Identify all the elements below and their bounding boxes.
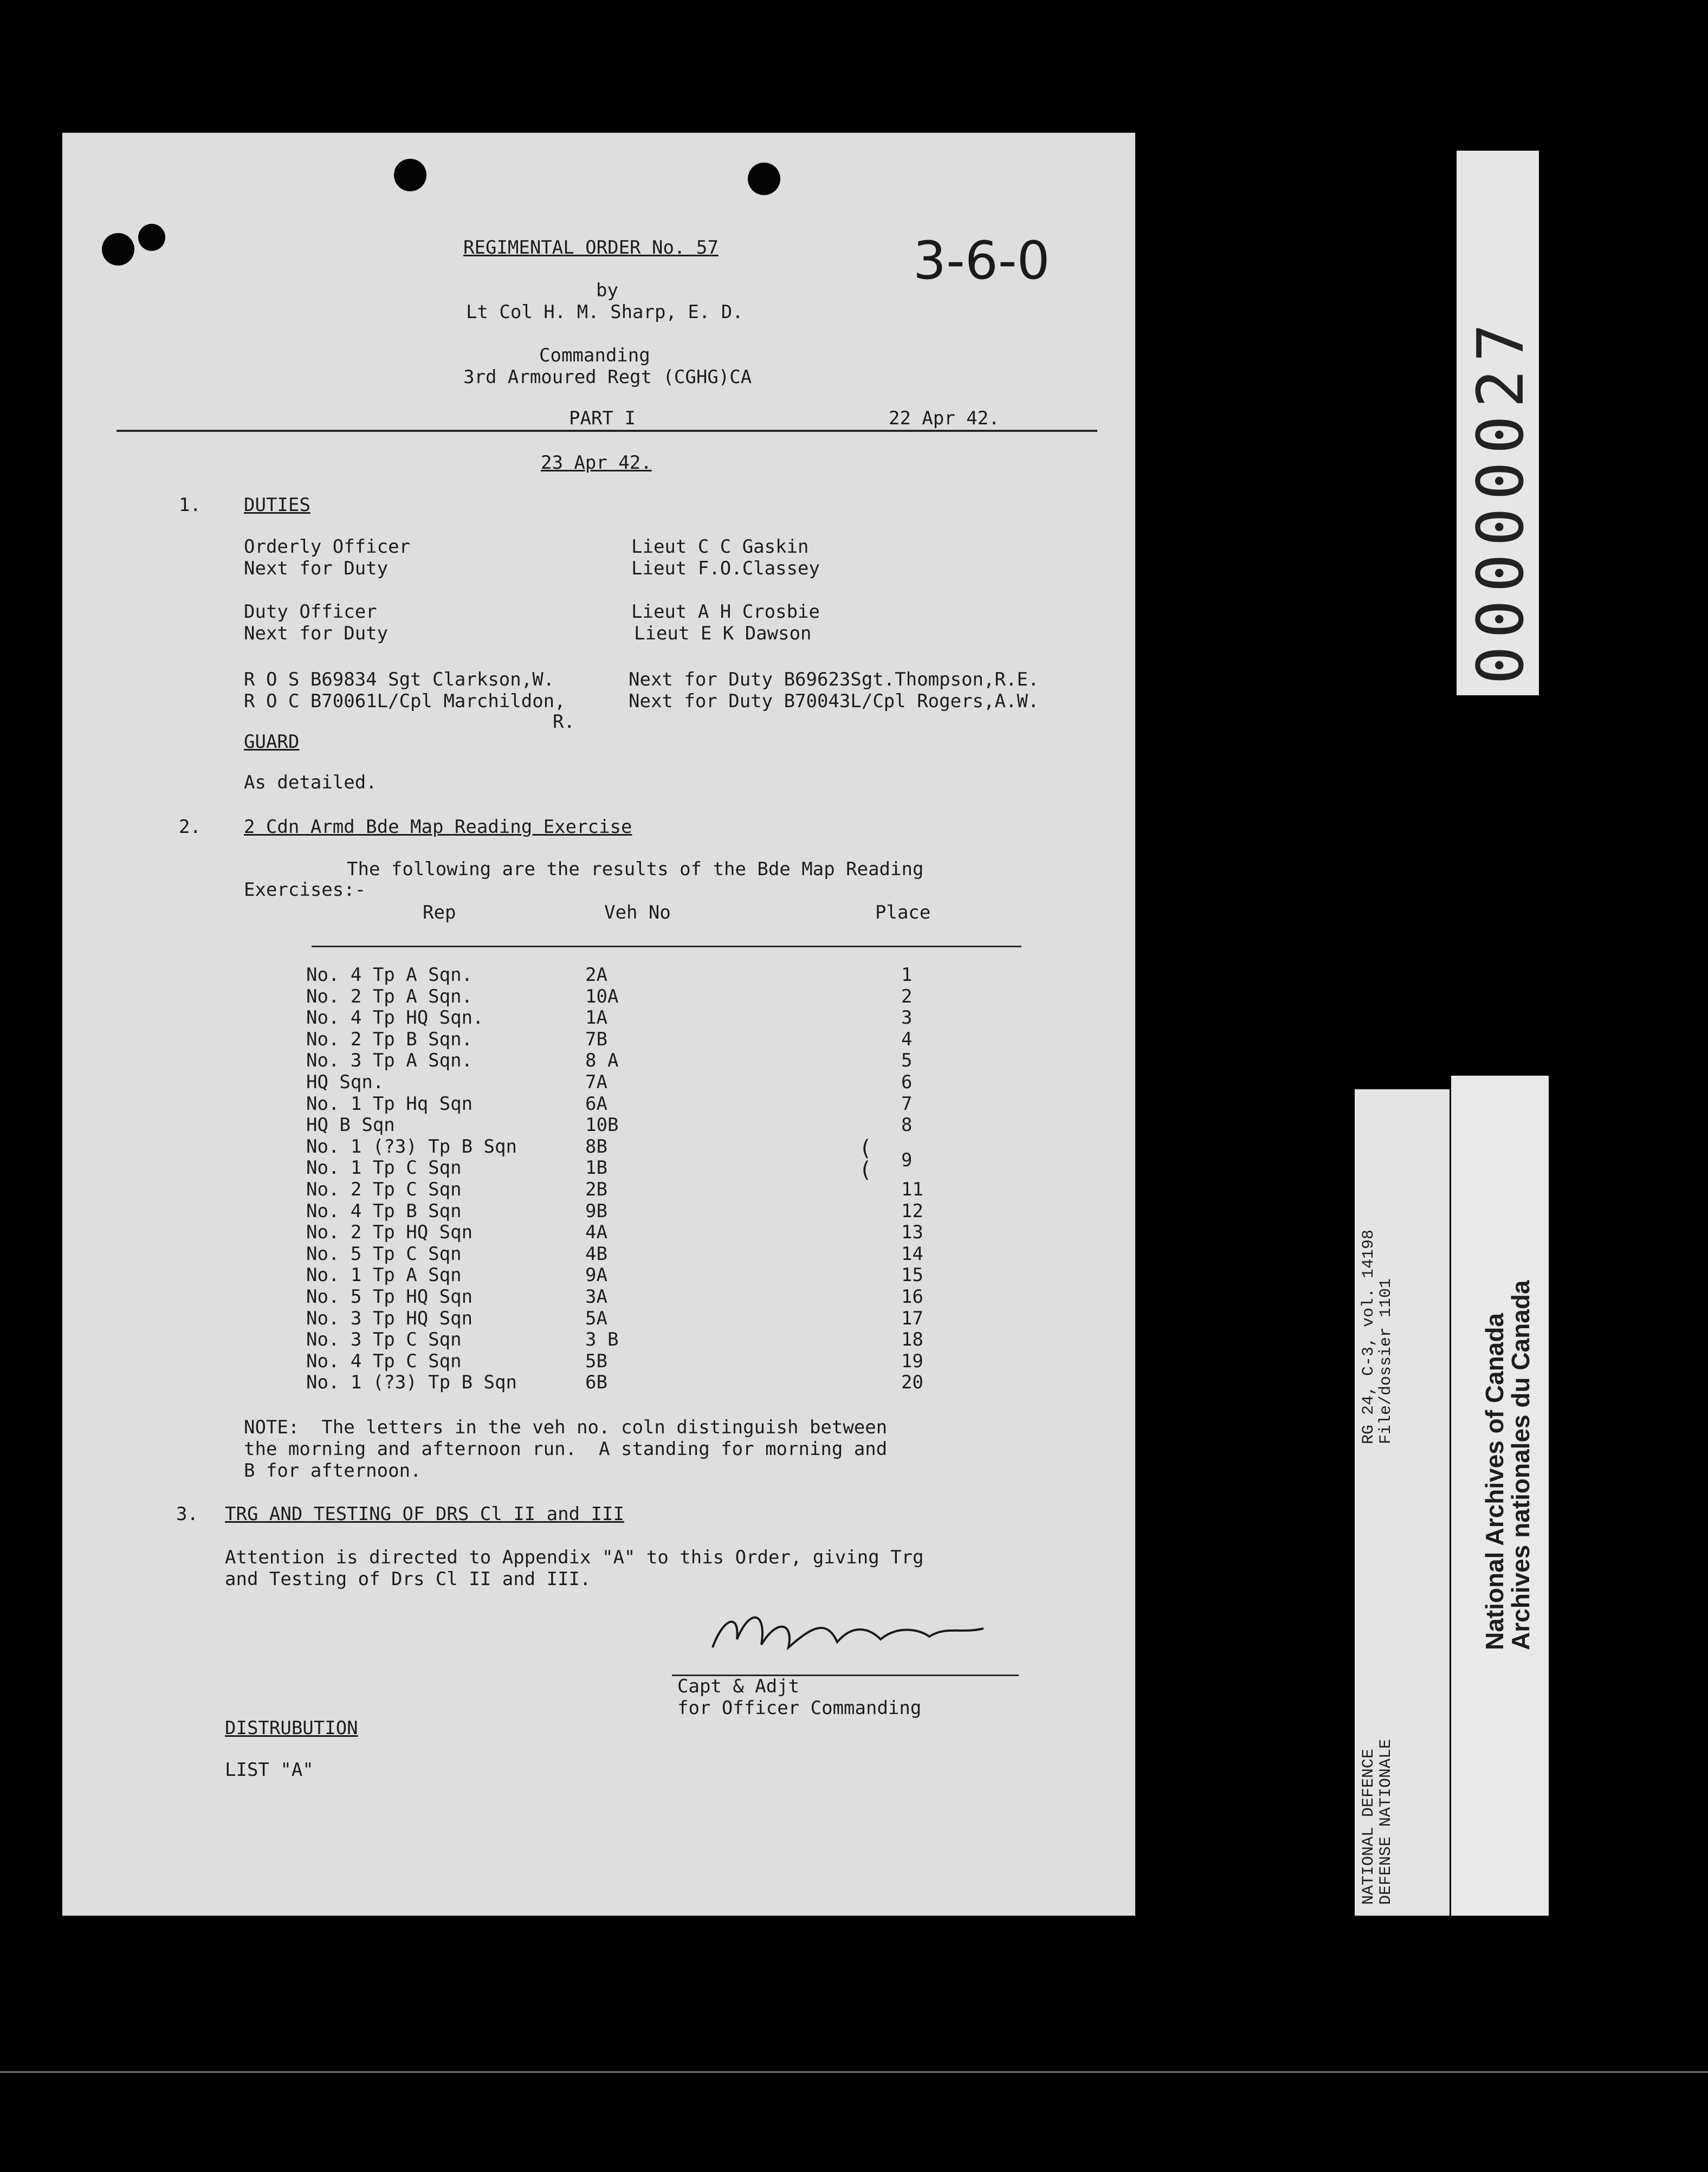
place-cell: 7 [901, 1093, 913, 1115]
distribution-list: LIST "A" [225, 1759, 314, 1781]
signature-scrawl [702, 1596, 1027, 1666]
column-header-veh: Veh No [604, 902, 671, 923]
veh-cell: 9A [585, 1264, 607, 1287]
veh-cell: 7B [585, 1028, 607, 1050]
archive-reference: RG 24, C-3, vol. 14198 [1360, 1229, 1378, 1444]
veh-cell: 3A [585, 1286, 607, 1308]
archive-stamp [1457, 151, 1539, 695]
header-divider [117, 430, 1097, 432]
column-header-place: Place [875, 902, 931, 923]
intro-text: The following are the results of the Bde Map Reading [347, 858, 924, 880]
place-cell: 1 [901, 964, 913, 986]
bracket: ( [859, 1136, 872, 1161]
place-cell: 20 [901, 1372, 923, 1394]
column-header-rep: Rep [423, 902, 456, 923]
archive-file: File/dossier 1101 [1377, 1278, 1395, 1444]
place-cell: 5 [901, 1050, 913, 1072]
table-row [62, 1007, 1135, 1029]
defence-fr: DEFENSE NATIONALE [1377, 1738, 1395, 1905]
rep-cell: HQ B Sqn [306, 1114, 395, 1136]
scan-edge-line [0, 2071, 1708, 2073]
table-row [62, 1287, 1135, 1308]
duty-role: Orderly Officer [244, 536, 411, 558]
veh-cell: 8 A [585, 1050, 619, 1072]
table-row [62, 1372, 1135, 1394]
rep-cell: No. 1 Tp A Sqn [306, 1264, 462, 1287]
veh-cell: 10A [585, 985, 619, 1007]
rep-cell: No. 1 Tp Hq Sqn [306, 1093, 473, 1115]
table-row [62, 1135, 1135, 1161]
table-divider [312, 946, 1021, 947]
map-reading-heading: 2 Cdn Armd Bde Map Reading Exercise [244, 816, 632, 838]
rep-cell: No. 1 (?3) Tp B Sqn [306, 1135, 517, 1158]
veh-cell: 1A [585, 1007, 607, 1029]
rep-cell: HQ Sqn. [306, 1071, 384, 1093]
rep-cell: No. 3 Tp A Sqn. [306, 1050, 473, 1072]
signature-for: for Officer Commanding [677, 1697, 922, 1719]
table-row [62, 1094, 1135, 1115]
veh-cell: 2B [585, 1179, 607, 1200]
table-row [62, 1050, 1135, 1072]
place-cell: 6 [901, 1071, 913, 1093]
archives-name-fr: Archives nationales du Canada [1506, 1280, 1535, 1650]
veh-cell: 3 B [585, 1329, 619, 1351]
table-row [62, 1244, 1135, 1265]
duty-name: Lieut F.O.Classey [631, 558, 820, 579]
section-number: 2. [179, 816, 201, 838]
training-text: and Testing of Drs Cl II and III. [225, 1568, 591, 1590]
rep-cell: No. 1 Tp C Sqn [306, 1157, 462, 1179]
rep-cell: No. 3 Tp HQ Sqn [306, 1307, 473, 1329]
place-cell: 18 [901, 1329, 923, 1351]
ros-line: R O S B69834 Sgt Clarkson,W. [244, 669, 555, 690]
rep-cell: No. 3 Tp C Sqn [306, 1329, 462, 1351]
table-row [62, 1308, 1135, 1330]
veh-cell: 9B [585, 1200, 607, 1222]
rep-cell: No. 2 Tp B Sqn. [306, 1028, 473, 1050]
rep-cell: No. 1 (?3) Tp B Sqn [306, 1372, 517, 1394]
veh-cell: 4A [585, 1221, 607, 1244]
table-row [62, 1115, 1135, 1136]
distribution-heading: DISTRUBUTION [225, 1717, 358, 1739]
veh-cell: 7A [585, 1071, 607, 1093]
handwritten-reference: 3-6-0 [913, 230, 1050, 291]
rep-cell: No. 2 Tp A Sqn. [306, 985, 473, 1007]
place-cell: 19 [901, 1350, 923, 1372]
veh-cell: 8B [585, 1135, 607, 1158]
veh-cell: 5B [585, 1350, 607, 1372]
ros-next: Next for Duty B69623Sgt.Thompson,R.E. [629, 669, 1039, 690]
defence-en: NATIONAL DEFENCE [1360, 1748, 1378, 1905]
training-heading: TRG AND TESTING OF DRS Cl II and III [225, 1503, 624, 1525]
table-row [62, 1029, 1135, 1051]
table-row [62, 1179, 1135, 1201]
place-cell: 4 [901, 1028, 913, 1050]
roc-next: Next for Duty B70043L/Cpl Rogers,A.W. [629, 690, 1039, 712]
commanding-label: Commanding [539, 345, 650, 366]
document-page [62, 133, 1135, 1916]
place-cell: 13 [901, 1221, 923, 1244]
archive-number: 00000027 [1463, 315, 1538, 684]
roc-line: R O C B70061L/Cpl Marchildon, [244, 690, 566, 712]
rep-cell: No. 4 Tp C Sqn [306, 1350, 462, 1372]
veh-cell: 5A [585, 1307, 607, 1329]
rep-cell: No. 2 Tp C Sqn [306, 1179, 462, 1200]
training-text: Attention is directed to Appendix "A" to this Order, giving Trg [225, 1547, 924, 1568]
rep-cell: No. 2 Tp HQ Sqn [306, 1221, 473, 1244]
rep-cell: No. 4 Tp B Sqn [306, 1200, 462, 1222]
tie-place: 9 [901, 1149, 913, 1171]
place-cell: 3 [901, 1007, 913, 1029]
duty-name: Lieut C C Gaskin [631, 536, 809, 558]
table-row [62, 1201, 1135, 1223]
duty-name: Lieut E K Dawson [634, 623, 812, 644]
by-line: by [596, 280, 618, 301]
archives-name-en: National Archives of Canada [1480, 1313, 1509, 1650]
duty-role: Duty Officer [244, 601, 377, 623]
note-text: the morning and afternoon run. A standing for morning and [244, 1438, 888, 1460]
table-row [62, 1329, 1135, 1351]
rep-cell: No. 5 Tp C Sqn [306, 1243, 462, 1265]
punch-hole [102, 233, 134, 266]
punch-hole [394, 159, 426, 191]
order-title: REGIMENTAL ORDER No. 57 [463, 237, 719, 258]
duties-heading: DUTIES [244, 494, 310, 516]
table-row [62, 1222, 1135, 1244]
place-cell: 15 [901, 1264, 923, 1287]
guard-heading: GUARD [244, 731, 300, 753]
section-number: 3. [176, 1503, 198, 1525]
bracket: ( [859, 1158, 872, 1182]
duty-role: Next for Duty [244, 558, 389, 579]
place-cell: 11 [901, 1179, 923, 1200]
note-text: NOTE: The letters in the veh no. coln distinguish between [244, 1417, 888, 1438]
guard-text: As detailed. [244, 772, 377, 793]
veh-cell: 4B [585, 1243, 607, 1265]
part-label: PART I [569, 408, 636, 429]
table-row [62, 1265, 1135, 1287]
commander-name: Lt Col H. M. Sharp, E. D. [466, 301, 743, 323]
section-number: 1. [179, 494, 201, 516]
duty-name: Lieut A H Crosbie [631, 601, 820, 623]
table-row [62, 986, 1135, 1008]
signature-title: Capt & Adjt [677, 1676, 800, 1697]
veh-cell: 6A [585, 1093, 607, 1115]
place-cell: 2 [901, 985, 913, 1007]
archive-label-right [1451, 1076, 1549, 1916]
place-cell: 8 [901, 1114, 913, 1136]
veh-cell: 1B [585, 1157, 607, 1179]
veh-cell: 2A [585, 964, 607, 986]
table-row [62, 1157, 1135, 1182]
duty-role: Next for Duty [244, 623, 389, 644]
punch-hole [138, 224, 165, 251]
intro-text: Exercises:- [244, 879, 366, 901]
rep-cell: No. 4 Tp HQ Sqn. [306, 1007, 484, 1029]
rep-cell: No. 5 Tp HQ Sqn [306, 1286, 473, 1308]
table-row [62, 1072, 1135, 1094]
roc-continuation: R. [553, 711, 575, 733]
place-cell: 16 [901, 1286, 923, 1308]
note-text: B for afternoon. [244, 1460, 422, 1482]
veh-cell: 6B [585, 1372, 607, 1394]
part-date: 22 Apr 42. [889, 408, 1000, 429]
table-row [62, 1351, 1135, 1373]
order-date: 23 Apr 42. [541, 452, 652, 474]
place-cell: 14 [901, 1243, 923, 1265]
place-cell: 12 [901, 1200, 923, 1222]
place-cell: 17 [901, 1307, 923, 1329]
rep-cell: No. 4 Tp A Sqn. [306, 964, 473, 986]
veh-cell: 10B [585, 1114, 619, 1136]
unit-name: 3rd Armoured Regt (CGHG)CA [463, 366, 752, 388]
archive-label-left [1355, 1089, 1450, 1916]
table-row [62, 965, 1135, 986]
punch-hole [748, 163, 780, 195]
